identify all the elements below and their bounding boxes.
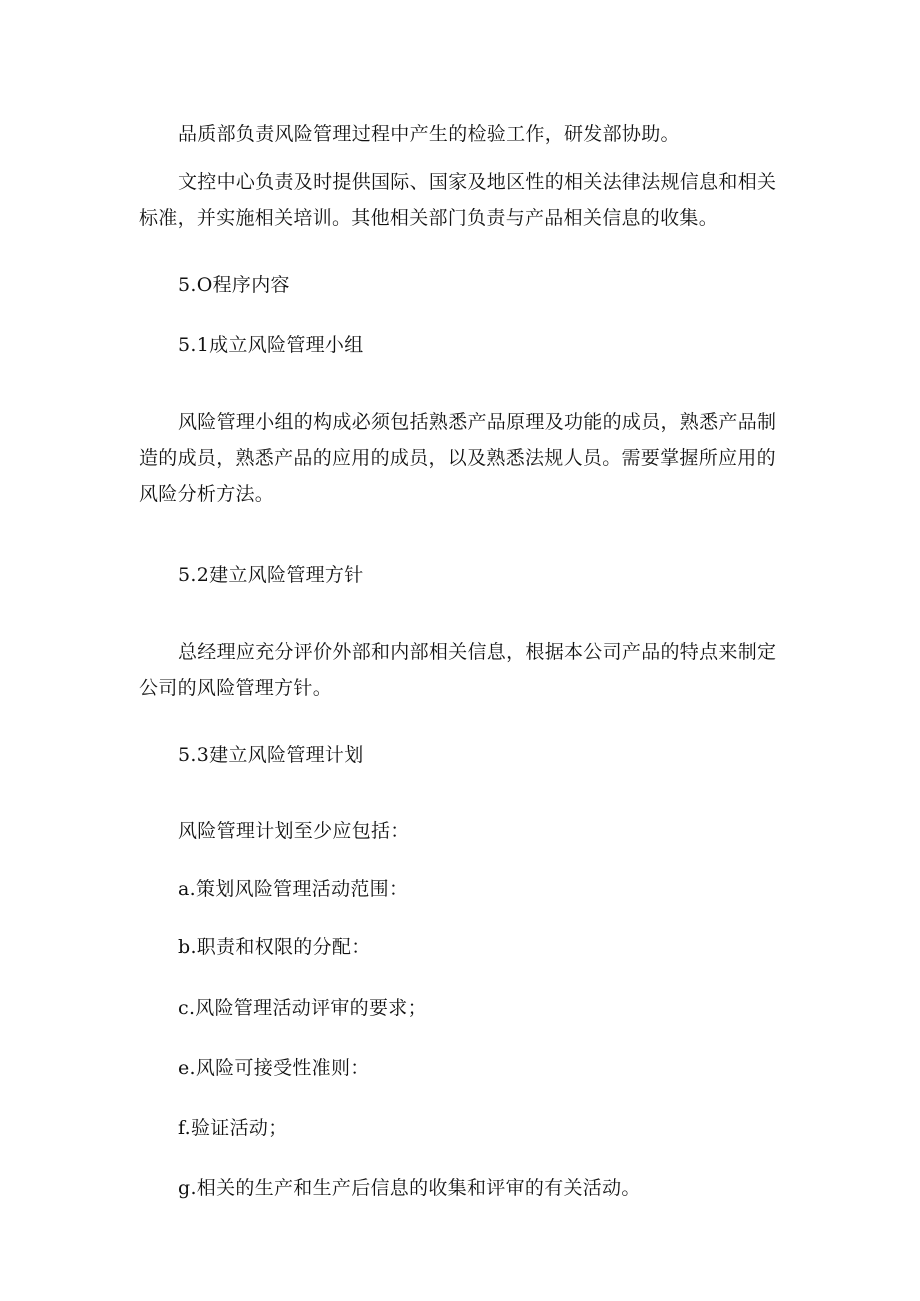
list-item: f.验证活动； (178, 1117, 288, 1139)
heading-5-2: 5.2建立风险管理方针 (178, 564, 364, 586)
heading-5-3: 5.3建立风险管理计划 (178, 744, 364, 766)
list-item: g.相关的生产和生产后信息的收集和评审的有关活动。 (178, 1177, 641, 1199)
paragraph-document-control: 文控中心负责及时提供国际、国家及地区性的相关法律法规信息和相关标准，并实施相关培训。其他相关部门负责与产品相关信息的收集。 (139, 171, 777, 229)
list-item: c.风险管理活动评审的要求； (178, 997, 427, 1019)
list-item: b.职责和权限的分配： (178, 936, 371, 958)
list-item: a.策划风险管理活动范围： (178, 878, 409, 900)
list-item: e.风险可接受性准则： (178, 1057, 370, 1079)
heading-5-1: 5.1成立风险管理小组 (178, 334, 364, 356)
paragraph-risk-policy: 总经理应充分评价外部和内部相关信息，根据本公司产品的特点来制定公司的风险管理方针。 (139, 641, 777, 699)
paragraph-quality-dept: 品质部负责风险管理过程中产生的检验工作，研发部协助。 (178, 123, 680, 145)
paragraph-risk-team: 风险管理小组的构成必须包括熟悉产品原理及功能的成员，熟悉产品制造的成员，熟悉产品的应用的成员，以及熟悉法规人员。需要掌握所应用的风险分析方法。 (139, 411, 777, 505)
heading-5-0: 5.O程序内容 (178, 274, 290, 296)
paragraph-plan-intro: 风险管理计划至少应包括： (178, 820, 410, 842)
